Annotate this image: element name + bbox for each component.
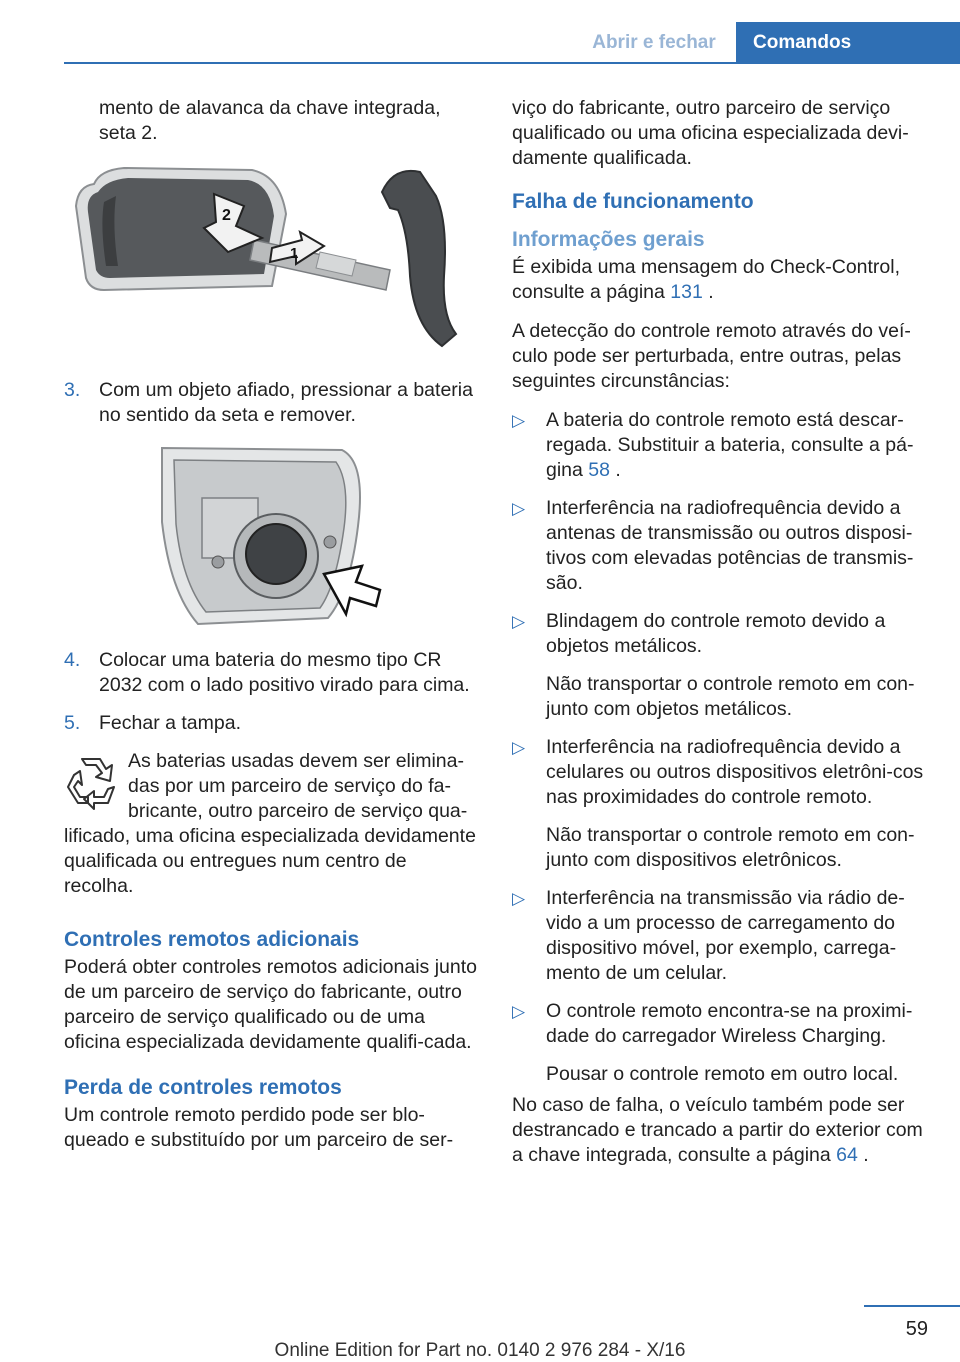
bullet-cellphones (512, 735, 928, 810)
heading-falha-funcionamento: Falha de funcionamento (512, 190, 754, 213)
bullet-antennas (512, 496, 928, 596)
step-5-number: 5. (64, 712, 81, 734)
left-column (64, 96, 478, 1167)
arrow-2-label: 2 (222, 207, 231, 224)
page-link-64[interactable]: 64 (836, 1144, 858, 1166)
step-5-text: Fechar a tampa. (99, 712, 241, 734)
bullet-charging-text: Interferência na transmissão via rádio de-vido a um processo de carregamento do dispositivo móvel, por exemplo, carrega-mento de um celular. (546, 887, 905, 984)
bullet-wireless-charging-text: O controle remoto encontra-se na proximi-dade do carregador Wireless Charging. (546, 1000, 913, 1047)
lost-remote-continuation: viço do fabricante, outro parceiro de serviço qualificado ou uma oficina especializada devi-damente qualificada. (512, 97, 909, 169)
heading-informacoes-gerais: Informações gerais (512, 228, 705, 251)
bullet-wireless-charging-advice: Pousar o controle remoto em outro local. (546, 1063, 899, 1085)
page-link-58[interactable]: 58 (588, 459, 610, 481)
header-tab-comandos[interactable]: Comandos (736, 22, 960, 64)
step2-continuation: mento de alavanca da chave integrada, seta 2. (99, 97, 441, 144)
bullet-triangle-icon: ▷ (512, 1002, 526, 1021)
bullet-triangle-icon: ▷ (512, 499, 526, 518)
recycling-note-text: As baterias usadas devem ser elimina-das por um parceiro de serviço do fa-bricante, outro parceiro de serviço qua-lificado, uma oficina especializada devidamente qualificada ou entregues num centro de recolha. (64, 750, 476, 897)
detection-text: A detecção do controle remoto através do veí-culo pode ser perturbada, entre outras, pelas seguintes circunstâncias: (512, 320, 911, 392)
check-control-text-a: É exibida uma mensagem do Check-Control, consulte a página (512, 256, 901, 303)
bullet-cellphones-advice: Não transportar o controle remoto em con-junto com dispositivos eletrônicos. (546, 824, 915, 871)
key-disassembly-figure (64, 166, 478, 358)
bullet-wireless-charging (512, 999, 928, 1049)
bullet-shielding-text: Blindagem do controle remoto devido a objetos metálicos. (546, 610, 886, 657)
arrow-1-label: 1 (290, 245, 299, 262)
step-5 (64, 711, 478, 736)
bullet-triangle-icon: ▷ (512, 612, 526, 631)
bullet-triangle-icon: ▷ (512, 889, 526, 908)
step-3 (64, 378, 478, 428)
bullet-antennas-text: Interferência na radiofrequência devido a antenas de transmissão ou outros disposi-tivos com elevadas potências de transmis-são. (546, 497, 914, 594)
check-control-text-b: . (702, 281, 714, 303)
check-control-text (512, 255, 928, 305)
additional-remotes-text: Poderá obter controles remotos adicionais junto de um parceiro de serviço do fabricante, outro parceiro de serviço qualificado ou de uma oficina especializada devidamente qualifi-cada. (64, 956, 477, 1053)
bullet-shielding-advice: Não transportar o controle remoto em con-junto com objetos metálicos. (546, 673, 915, 720)
header-tab-abrir-e-fechar[interactable]: Abrir e fechar (592, 32, 716, 53)
header-rule (64, 62, 960, 64)
heading-controles-adicionais: Controles remotos adicionais (64, 928, 360, 951)
bullet-triangle-icon: ▷ (512, 411, 526, 430)
right-column (512, 96, 928, 1182)
edition-note: Online Edition for Part no. 0140 2 976 284 - X/16 (274, 1340, 686, 1361)
bullet-charging (512, 886, 928, 986)
bullet-triangle-icon: ▷ (512, 738, 526, 757)
bullet-battery (512, 408, 928, 483)
step-3-number: 3. (64, 379, 81, 401)
recycle-icon (64, 753, 120, 813)
recycling-note (64, 749, 478, 899)
footer-rule (864, 1305, 960, 1307)
failure-text-b: . (857, 1144, 869, 1166)
bullet-shielding (512, 609, 928, 659)
page-link-131[interactable]: 131 (670, 281, 703, 303)
step-4-number: 4. (64, 649, 81, 671)
page-number: 59 (905, 1318, 928, 1340)
lost-remote-text: Um controle remoto perdido pode ser blo-queado e substituído por um parceiro de ser- (64, 1104, 454, 1151)
heading-perda-controles: Perda de controles remotos (64, 1076, 342, 1099)
bullet-battery-tail: . (610, 459, 621, 481)
failure-text (512, 1093, 928, 1168)
failure-text-a: No caso de falha, o veículo também pode ser destrancado e trancado a partir do exterior com a chave integrada, consulte a página (512, 1094, 923, 1166)
bullet-cellphones-text: Interferência na radiofrequência devido a celulares ou outros dispositivos eletrôni-cos nas proximidades do controle remoto. (546, 736, 924, 808)
step-4 (64, 648, 478, 698)
step-3-text: Com um objeto afiado, pressionar a bateria no sentido da seta e remover. (99, 379, 473, 426)
bullet-battery-text: A bateria do controle remoto está descar-regada. Substituir a bateria, consulte a pá-gina (546, 409, 914, 481)
battery-removal-figure (144, 442, 404, 632)
step-4-text: Colocar uma bateria do mesmo tipo CR 2032 com o lado positivo virado para cima. (99, 649, 470, 696)
